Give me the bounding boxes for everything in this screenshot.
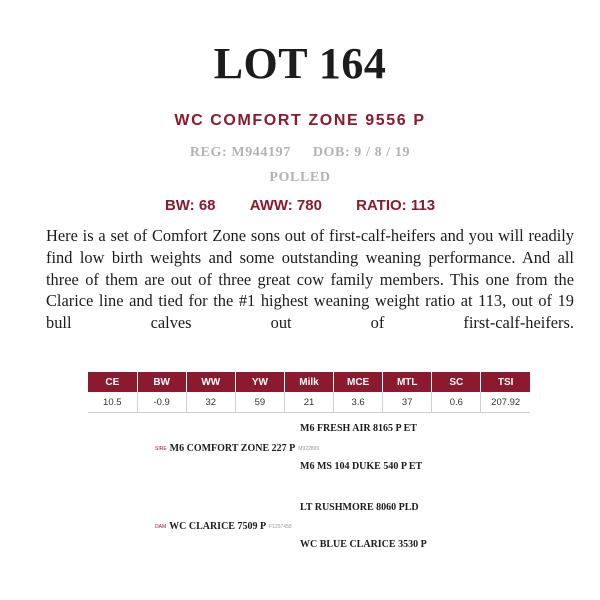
adjusted-weaning-weight: AWW: 780 bbox=[249, 197, 322, 214]
epd-value-ww: 32 bbox=[186, 392, 235, 413]
epd-header-row bbox=[88, 372, 530, 392]
epd-header-mce: MCE bbox=[334, 372, 383, 392]
epd-header-ce: CE bbox=[88, 372, 137, 392]
sire-registration: M922899 bbox=[298, 446, 320, 452]
epd-header-tsi: TSI bbox=[481, 372, 530, 392]
dam-line bbox=[155, 521, 292, 532]
dam-label: DAM bbox=[155, 524, 167, 530]
birth-weight: BW: 68 bbox=[164, 197, 216, 214]
stats-line bbox=[0, 197, 600, 214]
date-of-birth: DOB: 9 / 8 / 19 bbox=[312, 145, 411, 160]
sire-name: M6 COMFORT ZONE 227 P bbox=[169, 443, 296, 454]
epd-value-yw: 59 bbox=[235, 392, 284, 413]
epd-header-sc: SC bbox=[432, 372, 481, 392]
epd-value-bw: -0.9 bbox=[137, 392, 186, 413]
epd-header-yw: YW bbox=[235, 372, 284, 392]
epd-value-tsi: 207.92 bbox=[481, 392, 530, 413]
registration-number: REG: M944197 bbox=[189, 145, 291, 160]
dam-registration: F1257458 bbox=[269, 524, 292, 530]
epd-table bbox=[88, 372, 530, 413]
epd-value-sc: 0.6 bbox=[432, 392, 481, 413]
sire-label: SIRE bbox=[155, 446, 167, 452]
lot-description: Here is a set of Comfort Zone sons out of first-calf-heifers and you will readily find low birth weights and some outstanding weaning performance. And all three of them are out of three great cow family members. This one from the Clarice line and tied for the #1 highest weaning weight ratio at 113, out of 19 bull calves out of first-calf-heifers. bbox=[46, 226, 574, 333]
epd-header-bw: BW bbox=[137, 372, 186, 392]
dam-dam: WC BLUE CLARICE 3530 P bbox=[300, 539, 427, 550]
sire-line bbox=[155, 443, 319, 454]
weaning-ratio: RATIO: 113 bbox=[356, 197, 436, 214]
sire-sire: M6 FRESH AIR 8165 P ET bbox=[300, 423, 417, 434]
dam-name: WC CLARICE 7509 P bbox=[169, 521, 267, 532]
polled-label: POLLED bbox=[269, 170, 331, 185]
epd-value-milk: 21 bbox=[284, 392, 333, 413]
epd-header-milk: Milk bbox=[284, 372, 333, 392]
epd-header-ww: WW bbox=[186, 372, 235, 392]
registration-line bbox=[0, 145, 600, 161]
epd-value-mce: 3.6 bbox=[334, 392, 383, 413]
dam-sire: LT RUSHMORE 8060 PLD bbox=[300, 502, 419, 513]
epd-value-mtl: 37 bbox=[383, 392, 432, 413]
sire-dam: M6 MS 104 DUKE 540 P ET bbox=[300, 461, 423, 472]
epd-value-row bbox=[88, 392, 530, 413]
epd-header-mtl: MTL bbox=[383, 372, 432, 392]
epd-value-ce: 10.5 bbox=[88, 392, 137, 413]
animal-name: WC COMFORT ZONE 9556 P bbox=[174, 112, 426, 129]
lot-title: LOT 164 bbox=[213, 39, 387, 88]
